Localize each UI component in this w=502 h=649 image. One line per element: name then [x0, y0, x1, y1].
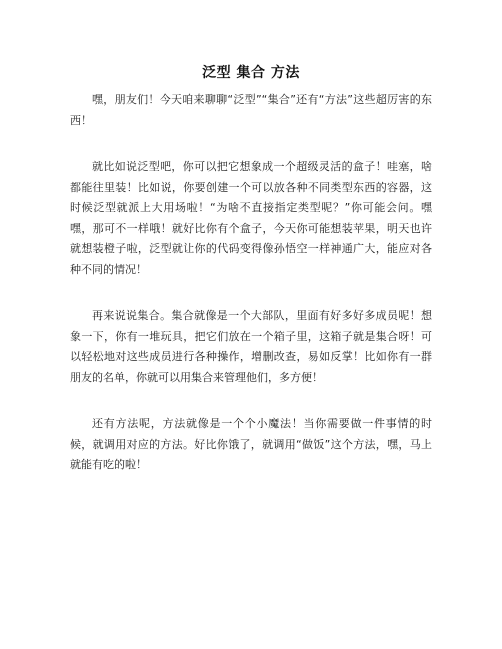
- paragraph-methods: 还有方法呢，方法就像是一个个小魔法！当你需要做一件事情的时候，就调用对应的方法。好比你饿了，就调用“做饭”这个方法，嘿，马上就能有吃的啦！: [70, 417, 432, 471]
- paragraph-collections: 再来说说集合。集合就像是一个大部队，里面有好多好多成员呢！想象一下，你有一堆玩具，把它们放在一个箱子里，这箱子就是集合呀！可以轻松地对这些成员进行各种操作，增删改查，易如反掌！比如你有一群朋友的名单，你就可以用集合来管理他们，多方便！: [70, 309, 432, 384]
- paragraph-generics: 就比如说泛型吧，你可以把它想象成一个超级灵活的盒子！哇塞，啥都能往里装！比如说，你要创建一个可以放各种不同类型东西的容器，这时候泛型就派上大用场啦！“为啥不直接指定类型呢？”你可能会问。嘿嘿，那可不一样哦！就好比你有个盒子，今天你可能想装苹果，明天也许就想装橙子啦，泛型就让你的代码变得像孙悟空一样神通广大，能应对各种不同的情况！: [70, 160, 432, 276]
- paragraph-intro: 嘿，朋友们！今天咱来聊聊“泛型”“集合”还有“方法”这些超厉害的东西！: [70, 93, 432, 127]
- document-title: 泛型 集合 方法: [202, 65, 300, 81]
- document-page: [70, 64, 432, 476]
